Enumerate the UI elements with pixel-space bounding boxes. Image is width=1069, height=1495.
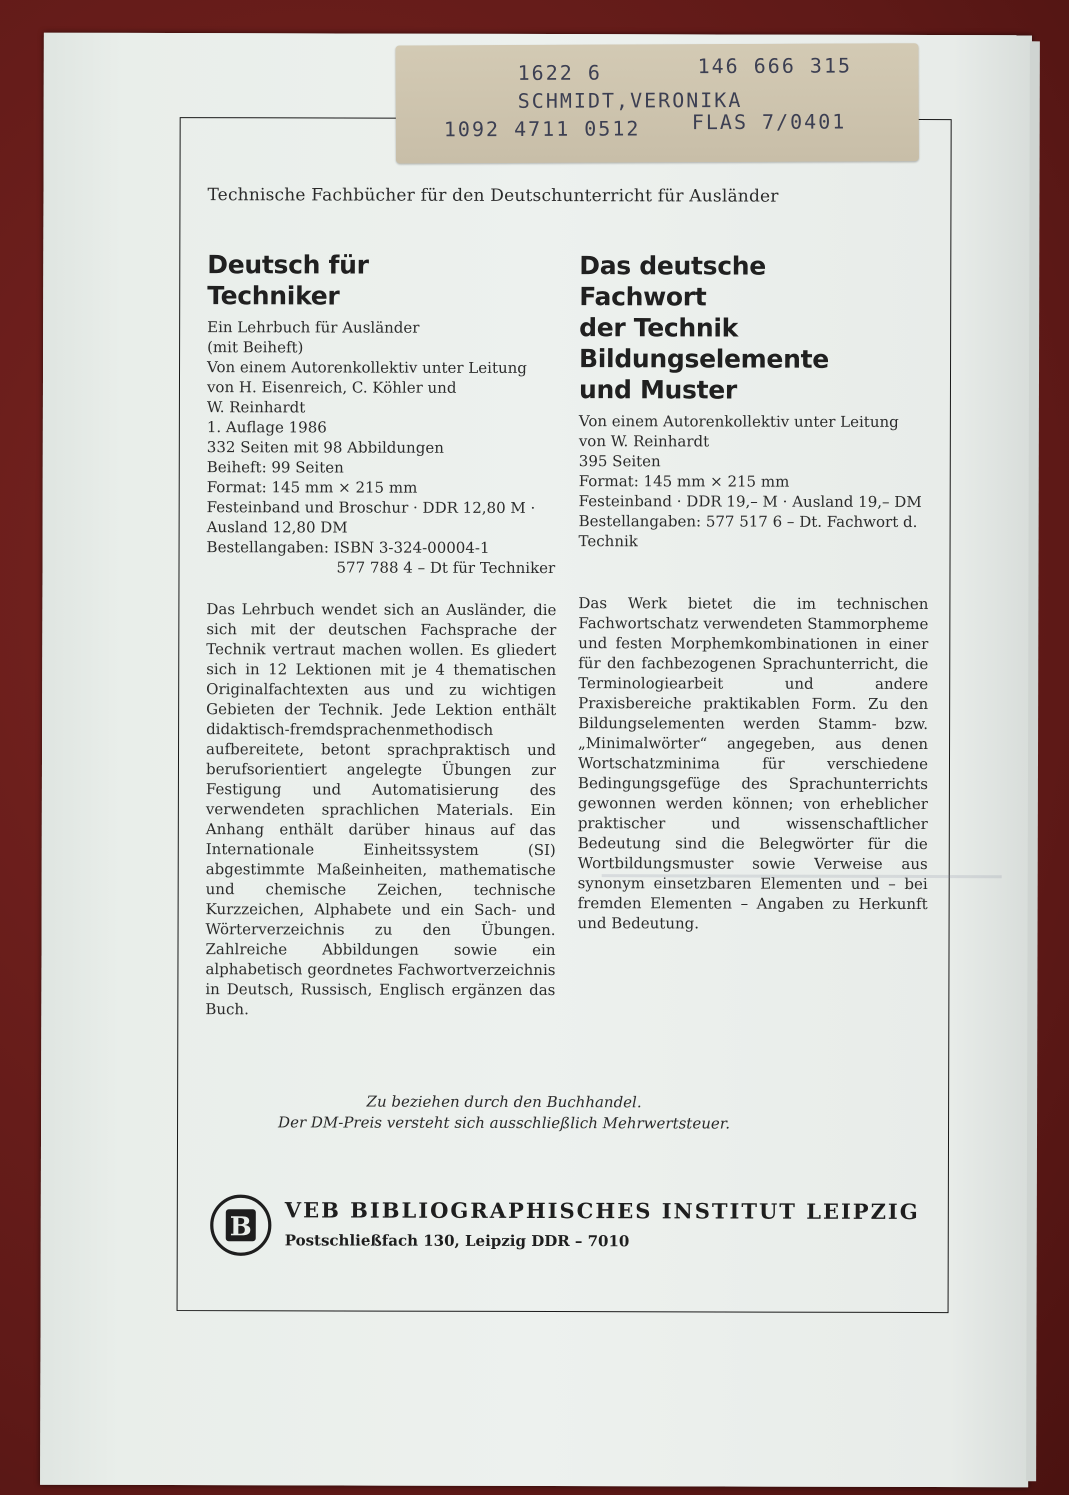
order-number-line: 577 788 4 – Dt für Techniker [336, 558, 556, 578]
book-title-line: Das deutsche [579, 251, 767, 281]
label-line3-left: 1092 4711 0512 [443, 116, 641, 142]
info-line: Format: 145 mm × 215 mm [206, 478, 418, 497]
publisher-address: Postschließfach 130, Leipzig DDR – 7010 [284, 1231, 630, 1251]
info-line: 395 Seiten [578, 452, 661, 471]
book-title-line: Deutsch für [207, 250, 369, 280]
book-description: Das Werk bietet die im technischen Fachwortschatz verwendeten Stammorpheme und festen Morphemkombinationen in einer für den fachbezogenen Sprachunterricht, die Terminologiearbeit und andere Praxisbereiche praktikablen Form. Zu den Bildungselementen werden Stamm- bzw. „Minimalwörter“ angegeben, aus denen Wortschatzminima für verschiedene Bedingungsgefüge des Sprachunterrichts gewonnen werden können; von erheblicher praktischer und wissenschaftlicher Bedeutung sind die Belegwörter für die Wortbildungsmuster sowie Verweise aus synonym einsetzbaren Elementen und – bei fremden Elementen – Angaben zu Herkunft und Bedeutung. [577, 594, 929, 933]
info-line: Bestellangaben: ISBN 3-324-00004-1 [206, 538, 490, 557]
book-title [579, 250, 929, 406]
info-line: (mit Beiheft) [207, 338, 304, 357]
book-title-line: Bildungselemente [579, 344, 829, 374]
publisher-name: VEB BIBLIOGRAPHISCHES INSTITUT LEIPZIG [284, 1197, 920, 1225]
publisher-logo-icon [209, 1193, 273, 1257]
book-info [579, 411, 929, 552]
purchase-note [205, 1091, 803, 1135]
info-line: Ausland 12,80 DM [206, 518, 348, 537]
book-title-line: Techniker [207, 281, 340, 311]
info-line: W. Reinhardt [206, 398, 306, 417]
book-entry-left [205, 249, 557, 1035]
label-line1-right: 146 666 315 [697, 53, 853, 79]
info-line: 332 Seiten mit 98 Abbildungen [206, 438, 444, 457]
label-line1-left: 1622 6 [517, 60, 602, 85]
series-title: Technische Fachbücher für den Deutschunterricht für Ausländer [207, 185, 779, 207]
purchase-note-line: Zu beziehen durch den Buchhandel. [366, 1092, 642, 1112]
info-line: Von einem Autorenkollektiv unter Leitung [207, 358, 527, 377]
page-edge [1026, 41, 1040, 1481]
book-entry-right [578, 250, 930, 949]
info-line: von W. Reinhardt [578, 432, 710, 451]
purchase-note-line: Der DM-Preis versteht sich ausschließlich Mehrwertsteuer. [278, 1113, 731, 1133]
book-title-line: der Technik [579, 313, 739, 343]
book-description: Das Lehrbuch wendet sich an Ausländer, die sich mit der deutschen Fachsprache der Technik vertraut machen wollen. Es gliedert sich in 12 Lektionen mit je 4 thematischen Originalfachtexten aus und zu wichtigen Gebieten der Technik. Jede Lektion enthält didaktisch-fremdsprachenmethodisch aufbereitete, betont sprachpraktisch und berufsorientiert angelegte Übungen zur Festigung und Automatisierung des verwendeten sprachlichen Materials. Ein Anhang enthält darüber hinaus auf das Internationale Einheitssystem (SI) abgestimmte Maßeinheiten, mathematische und chemische Zeichen, technische Kurzzeichen, Alphabete und ein Sach- und Wörterverzeichnis zu den Übungen. Zahlreiche Abbildungen sowie ein alphabetisch geordnetes Fachwortverzeichnis in Deutsch, Russisch, Englisch ergänzen das Buch. [205, 600, 557, 1019]
back-cover-page [40, 33, 1032, 1488]
info-line: Format: 145 mm × 215 mm [578, 472, 790, 491]
logo-letter: B [229, 1212, 252, 1243]
label-line3-right: FLAS 7/0401 [691, 109, 847, 135]
book-info [206, 317, 557, 578]
info-line: Beiheft: 99 Seiten [206, 458, 344, 477]
info-line: Bestellangaben: 577 517 6 – Dt. Fachwort d. [578, 512, 918, 531]
info-line: von H. Eisenreich, C. Köhler und [206, 378, 457, 397]
info-line: Festeinband · DDR 19,– M · Ausland 19,– DM [578, 492, 922, 512]
library-label [395, 43, 919, 163]
info-line: 1. Auflage 1986 [206, 418, 327, 437]
label-line2: SCHMIDT,VERONIKA [517, 87, 743, 113]
info-line: Von einem Autorenkollektiv unter Leitung [578, 412, 899, 431]
info-line: Technik [578, 532, 638, 551]
book-title [207, 249, 557, 312]
publisher-block [209, 1193, 929, 1265]
info-line: Festeinband und Broschur · DDR 12,80 M · [206, 498, 536, 517]
info-line: Ein Lehrbuch für Ausländer [207, 318, 420, 337]
book-title-line: Fachwort [579, 282, 707, 312]
book-title-line: und Muster [578, 375, 738, 405]
